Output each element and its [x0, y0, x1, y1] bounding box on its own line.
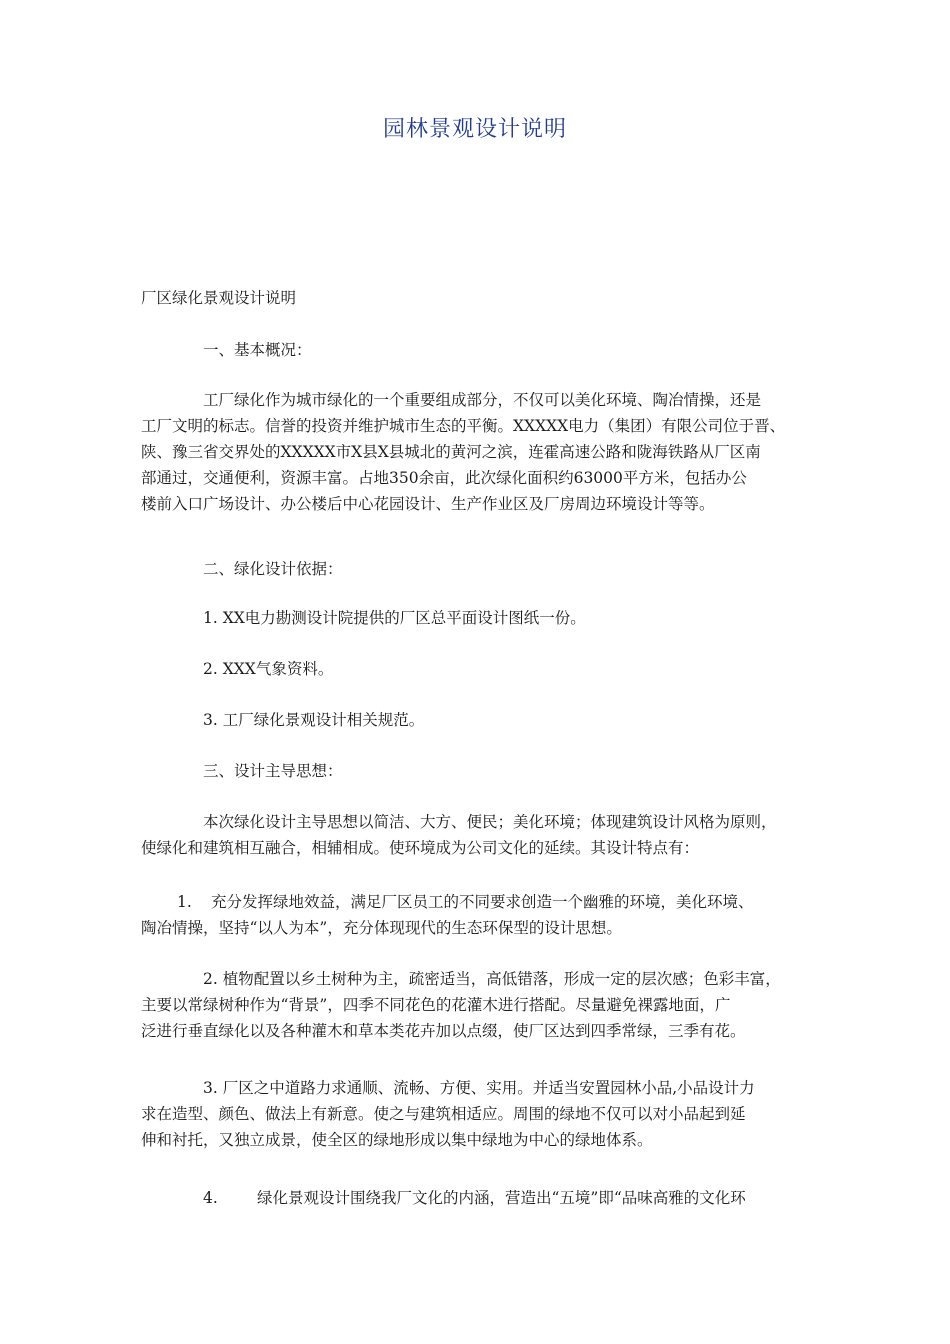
point-number: 1.: [177, 893, 192, 911]
paragraph-line: 3. 厂区之中道路力求通顺、流畅、方便、实用。并适当安置园林小品,小品设计力: [203, 1079, 755, 1097]
paragraph-line: 求在造型、颜色、做法上有新意。使之与建筑相适应。周围的绿地不仅可以对小品起到延: [141, 1105, 746, 1123]
design-point-3: [141, 1075, 831, 1153]
paragraph-line: 2. 植物配置以乡土树种为主，疏密适当，高低错落，形成一定的层次感；色彩丰富，: [203, 970, 781, 988]
design-point-4: [141, 1185, 831, 1211]
paragraph-line: 工厂绿化作为城市绿化的一个重要组成部分，不仅可以美化环境、陶冶情操，还是: [203, 391, 762, 409]
section-1-paragraph: [141, 387, 831, 517]
section-3-heading-text: 三、设计主导思想：: [203, 762, 343, 780]
subtitle-text: 厂区绿化景观设计说明: [141, 289, 297, 307]
document-title: 园林景观设计说明: [382, 117, 567, 142]
point-text: 充分发挥绿地效益，满足厂区员工的不同要求创造一个幽雅的环境，美化环境、: [211, 893, 754, 911]
paragraph-line: 伸和衬托，又独立成景，使全区的绿地形成以集中绿地为中心的绿地体系。: [141, 1131, 653, 1149]
section-2-item-3: [141, 707, 831, 733]
design-point-2: [141, 966, 831, 1044]
section-1-heading: [141, 337, 831, 363]
paragraph-line: 陕、豫三省交界处的XXXXX市X县X县城北的黄河之滨，连霍高速公路和陇海铁路从厂区南: [141, 443, 761, 461]
list-item: 1. XX电力勘测设计院提供的厂区总平面设计图纸一份。: [203, 609, 586, 627]
design-point-1: [141, 889, 831, 941]
paragraph-line: 泛进行垂直绿化以及各种灌木和草本类花卉加以点缀，使厂区达到四季常绿，三季有花。: [141, 1022, 746, 1040]
point-number: 4.: [203, 1189, 218, 1207]
list-item: 3. 工厂绿化景观设计相关规范。: [203, 711, 425, 729]
paragraph-line: [141, 889, 831, 915]
section-1-heading-text: 一、基本概况：: [203, 341, 312, 359]
section-2-heading: [141, 556, 831, 582]
paragraph-line: 使绿化和建筑相互融合，相辅相成。使环境成为公司文化的延续。其设计特点有：: [141, 839, 700, 857]
paragraph-line: 部通过，交通便利，资源丰富。占地350余亩，此次绿化面积约63000平方米，包括办公: [141, 469, 747, 487]
section-3-paragraph: [141, 809, 831, 861]
section-3-heading: [141, 758, 831, 784]
paragraph-line: [141, 1185, 831, 1211]
section-2-item-1: [141, 605, 831, 631]
paragraph-line: 主要以常绿树种作为“背景”，四季不同花色的花灌木进行搭配。尽量避免裸露地面，广: [141, 996, 731, 1014]
section-2-heading-text: 二、绿化设计依据：: [203, 560, 343, 578]
paragraph-line: 陶冶情操，坚持“以人为本”，充分体现现代的生态环保型的设计思想。: [141, 919, 622, 937]
paragraph-line: 楼前入口广场设计、办公楼后中心花园设计、生产作业区及厂房周边环境设计等等。: [141, 495, 715, 513]
section-2-item-2: [141, 656, 831, 682]
point-text: 绿化景观设计围绕我厂文化的内涵，营造出“五境”即“品味高雅的文化环: [257, 1189, 746, 1207]
paragraph-line: 本次绿化设计主导思想以简洁、大方、便民；美化环境；体现建筑设计风格为原则，: [203, 813, 777, 831]
document-subtitle: [141, 285, 831, 311]
paragraph-line: 工厂文明的标志。信誉的投资并维护城市生态的平衡。XXXXX电力（集团）有限公司位于晋、: [141, 417, 786, 435]
list-item: 2. XXX气象资料。: [203, 660, 334, 678]
